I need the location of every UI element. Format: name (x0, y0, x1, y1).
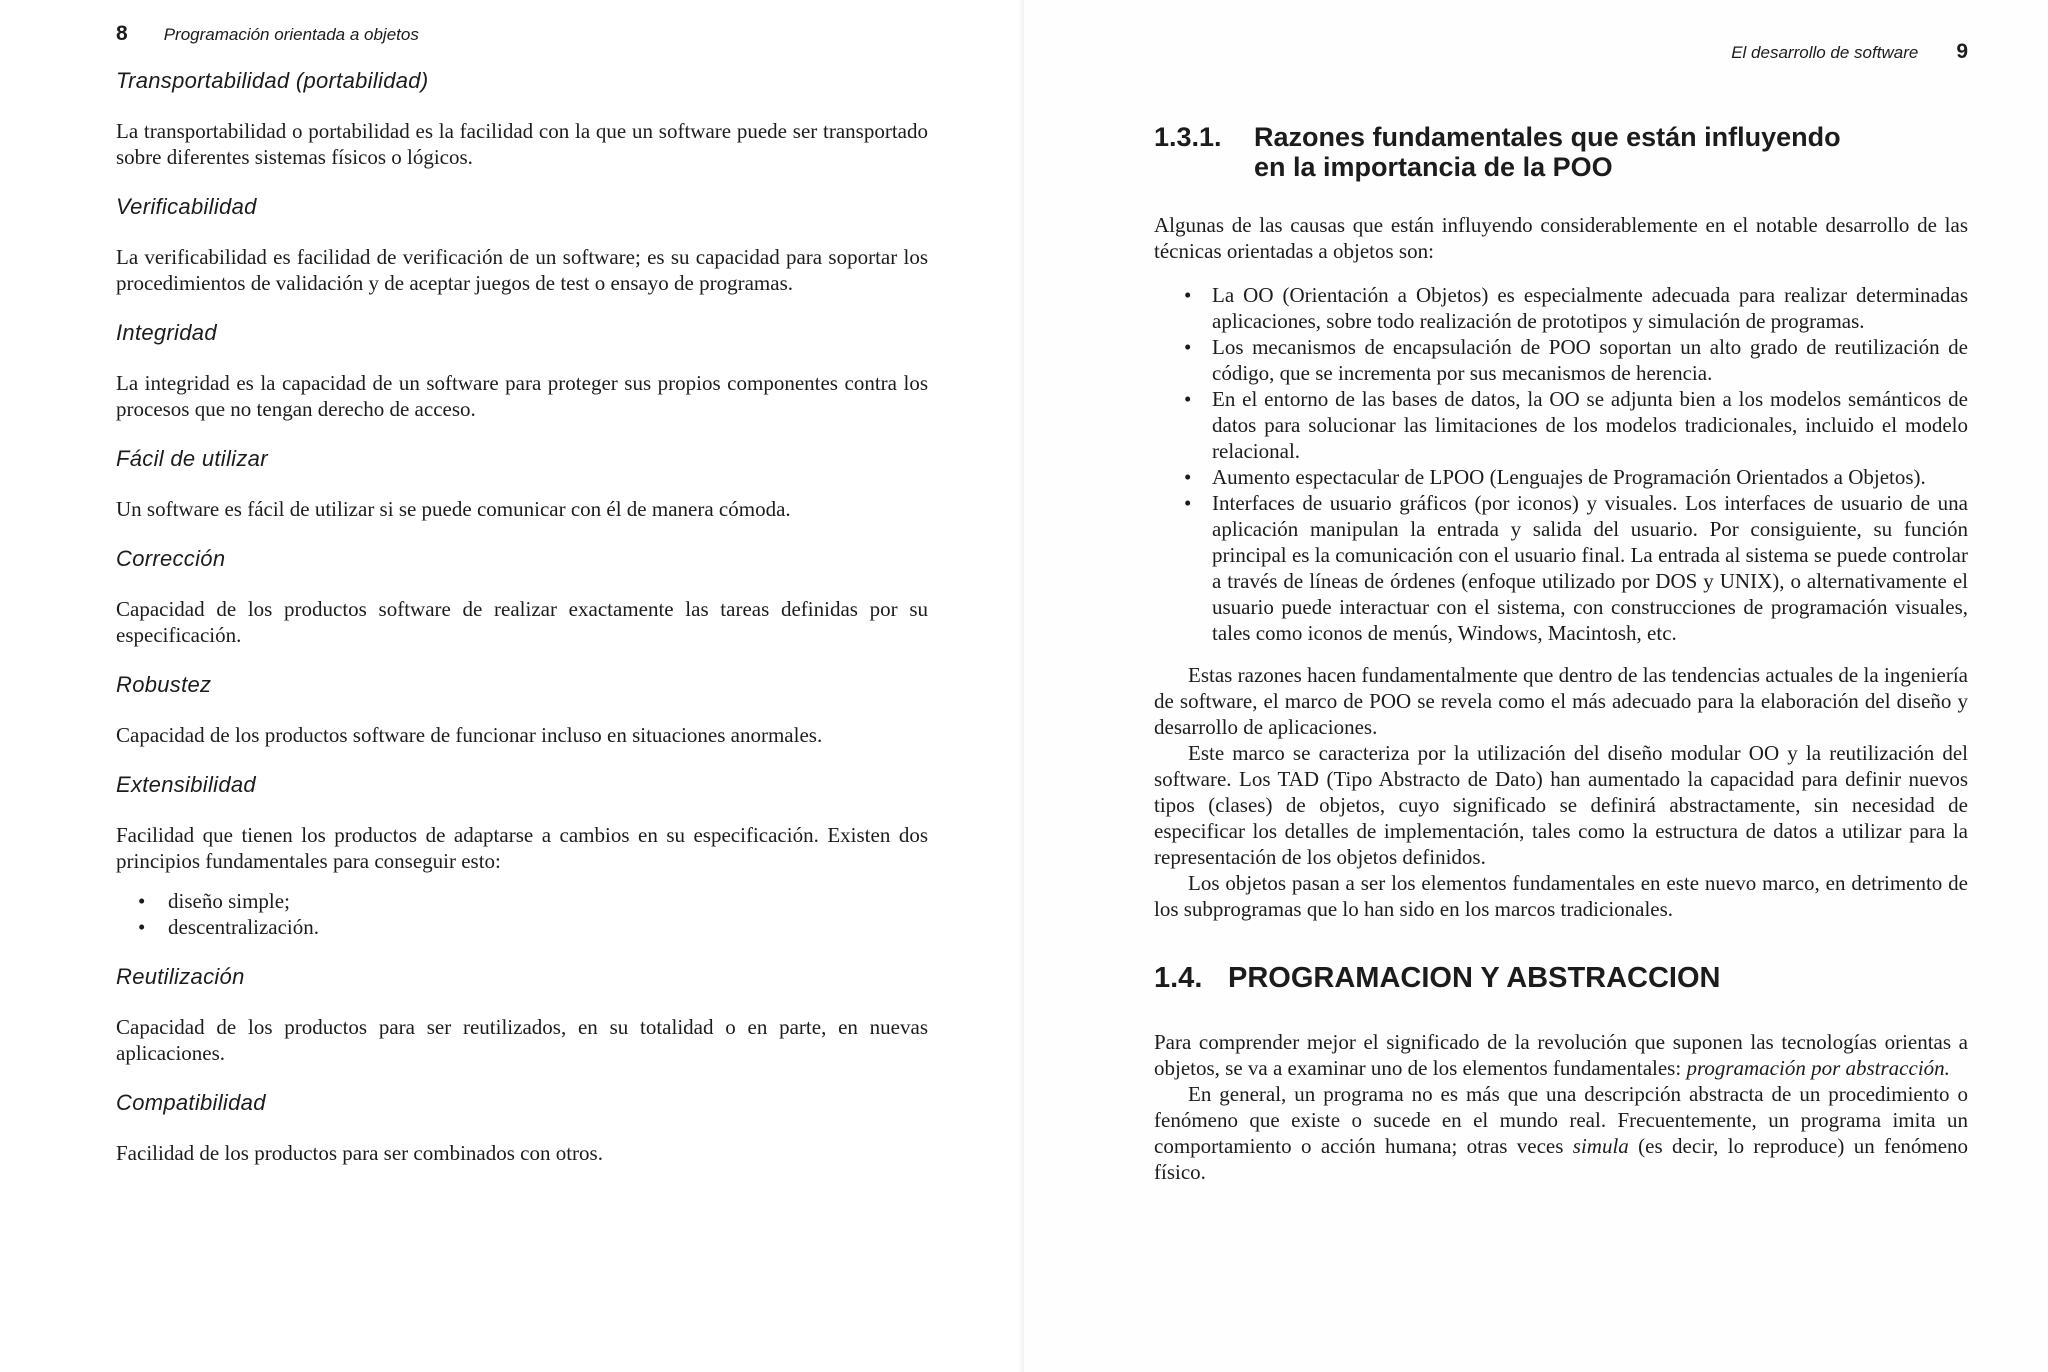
right-running-head (1154, 40, 1968, 66)
section-heading: Corrección (116, 546, 226, 571)
section-text: Capacidad de los productos software de realizar exactamente las tareas definidas por su especificación. (116, 597, 928, 647)
subsection-title (1254, 122, 1968, 182)
section-text: Capacidad de los productos software de funcionar incluso en situaciones anormales. (116, 723, 823, 747)
section-title: PROGRAMACION Y ABSTRACCION (1228, 962, 1721, 994)
list-item: • diseño simple; (138, 888, 928, 914)
section-heading (1154, 962, 1968, 995)
intro-paragraph: Algunas de las causas que están influyendo considerablemente en el notable desarrollo de las técnicas orientadas a objetos son: (1154, 213, 1968, 263)
section-text: Facilidad de los productos para ser combinados con otros. (116, 1141, 603, 1165)
list-item: • Los mecanismos de encapsulación de POO soportan un alto grado de reutilización de código, que se incrementa por sus mecanismos de herencia. (1184, 334, 1968, 386)
list-item: • En el entorno de las bases de datos, la OO se adjunta bien a los modelos semánticos de datos para solucionar las limitaciones de los modelos tradicionales, incluido el modelo relacional. (1184, 386, 1968, 464)
body-paragraph: Los objetos pasan a ser los elementos fundamentales en este nuevo marco, en detrimento de los subprogramas que lo han sido en los marcos tradicionales. (1154, 871, 1968, 921)
section-extensibilidad (116, 772, 928, 940)
paragraph-text: Para comprender mejor el significado de la revolución que suponen las tecnologías orientas a objetos, se va a examinar uno de los elementos fundamentales: (1154, 1030, 1968, 1080)
section-text: La verificabilidad es facilidad de verificación de un software; es su capacidad para soportar los procedimientos de validación y de aceptar juegos de test o ensayo de programas. (116, 245, 928, 295)
section-reutilizacion (116, 964, 928, 1066)
section-heading: Integridad (116, 320, 217, 345)
italic-term: programación por abstracción. (1686, 1056, 1950, 1080)
page-number: 8 (116, 22, 128, 45)
body-paragraph (1154, 1081, 1968, 1185)
reasons-list (1154, 282, 1968, 646)
section-heading: Reutilización (116, 964, 245, 989)
body-paragraph: Estas razones hacen fundamentalmente que dentro de las tendencias actuales de la ingeniería de software, el marco de POO se revela como el más adecuado para la elaboración del diseño y desarrollo de aplicaciones. (1154, 663, 1968, 739)
section-text: Capacidad de los productos para ser reutilizados, en su totalidad o en parte, en nuevas aplicaciones. (116, 1015, 928, 1065)
section-verificabilidad (116, 194, 928, 296)
body-paragraph: Este marco se caracteriza por la utilización del diseño modular OO y la reutilización del software. Los TAD (Tipo Abstracto de Dato) han aumentado la capacidad para definir nuevos tipos (clases) de objetos, cuyo significado se definirá abstractamente, sin necesidad de especificar los detalles de implementación, tales como la estructura de datos a utilizar para la representación de los objetos definidos. (1154, 741, 1968, 869)
subsection-heading (1154, 122, 1968, 182)
section-heading: Transportabilidad (portabilidad) (116, 68, 429, 93)
left-body (116, 68, 928, 1166)
section-compatibilidad (116, 1090, 928, 1166)
right-page (1024, 0, 2048, 1372)
section-correccion (116, 546, 928, 648)
section-transportabilidad (116, 68, 928, 170)
section-integridad (116, 320, 928, 422)
subsection-title-line1: Razones fundamentales que están influyendo (1254, 122, 1841, 152)
section-heading: Compatibilidad (116, 1090, 266, 1115)
section-robustez (116, 672, 928, 748)
bullet-list (116, 888, 928, 940)
running-title: Programación orientada a objetos (163, 25, 419, 44)
paragraph-text: En general, un programa no es más que una descripción abstracta de un procedimiento o fenómeno que existe o sucede en el mundo real. Frecuentemente, un programa imita un comportamiento o acción humana; otras veces (1154, 1082, 1968, 1158)
section-text: La integridad es la capacidad de un software para proteger sus propios componentes contra los procesos que no tengan derecho de acceso. (116, 371, 928, 421)
left-running-head (116, 22, 928, 48)
list-item: • descentralización. (138, 914, 928, 940)
section-text: Un software es fácil de utilizar si se puede comunicar con él de manera cómoda. (116, 497, 791, 521)
section-heading: Extensibilidad (116, 772, 256, 797)
section-text: La transportabilidad o portabilidad es la facilidad con la que un software puede ser transportado sobre diferentes sistemas físicos o lógicos. (116, 119, 928, 169)
section-text: Facilidad que tienen los productos de adaptarse a cambios en su especificación. Existen dos principios fundamentales para conseguir esto: (116, 823, 928, 873)
italic-term: simula (1572, 1134, 1629, 1158)
list-item: • Aumento espectacular de LPOO (Lenguajes de Programación Orientados a Objetos). (1184, 464, 1968, 490)
section-heading: Fácil de utilizar (116, 446, 268, 471)
section-number: 1.4. (1154, 962, 1203, 994)
page-number: 9 (1956, 40, 1968, 63)
list-item: • Interfaces de usuario gráficos (por iconos) y visuales. Los interfaces de usuario de una aplicación manipulan la entrada y salida del usuario. Por consiguiente, su función principal es la comunicación con el usuario final. La entrada al sistema se puede controlar a través de líneas de órdenes (enfoque utilizado por DOS y UNIX), o alternativamente el usuario puede interactuar con el sistema, con construcciones de programación visuales, tales como iconos de menús, Windows, Macintosh, etc. (1184, 490, 1968, 646)
list-item: • La OO (Orientación a Objetos) es especialmente adecuada para realizar determinadas aplicaciones, sobre todo realización de prototipos y simulación de programas. (1184, 282, 1968, 334)
section-heading: Verificabilidad (116, 194, 257, 219)
subsection-number: 1.3.1. (1154, 122, 1222, 152)
section-facil-de-utilizar (116, 446, 928, 522)
section-heading: Robustez (116, 672, 212, 697)
paragraph-text: (es decir, lo reproduce) un fenómeno físico. (1154, 1134, 1969, 1184)
body-paragraph (1154, 1029, 1968, 1081)
running-title: El desarrollo de software (1731, 43, 1919, 62)
subsection-title-line2: en la importancia de la POO (1254, 152, 1613, 182)
